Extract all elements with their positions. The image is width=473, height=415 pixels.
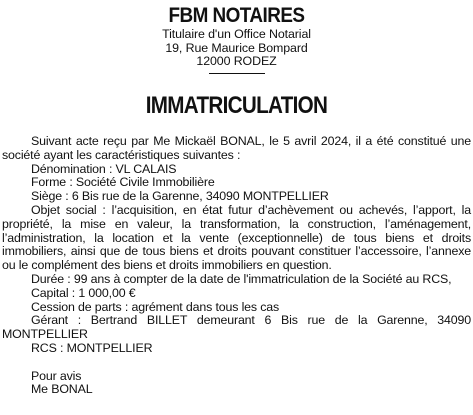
notice-body <box>2 135 471 397</box>
blank-line <box>2 356 471 370</box>
gerant-paragraph: Gérant : Bertrand BILLET demeurant 6 Bis rue de la Garenne, 34090 MONTPELLIER <box>2 313 471 342</box>
header-divider <box>209 73 265 74</box>
siege-line: Siège : 6 Bis rue de la Garenne, 34090 MONTPELLIER <box>31 189 329 204</box>
objet-paragraph: Objet social : l’acquisition, en état futur d’achèvement ou achevés, l’apport, la propriété, la mise en valeur, la transformation, la construction, l’aménagement, l’administration, la location et la vente (exceptionnelle) de tous biens et droits immobiliers, ainsi que de tous biens et droits pouvant constituer l’accessoire, l’annexe ou le complément des biens et droits immobiliers en question. <box>2 202 471 273</box>
intro-paragraph: Suivant acte reçu par Me Mickaël BONAL, le 5 avril 2024, il a été constitué une société ayant les caractéristiques suivantes : <box>2 134 471 162</box>
notary-header <box>0 4 473 74</box>
firm-name: FBM NOTAIRES <box>168 4 305 27</box>
notice-headline: IMMATRICULATION <box>145 92 328 119</box>
denomination-line: Dénomination : VL CALAIS <box>31 161 177 176</box>
capital-line: Capital : 1 000,00 € <box>31 285 136 300</box>
closing-line: Pour avis <box>31 368 82 383</box>
office-title: Titulaire d'un Office Notarial <box>162 27 311 41</box>
forme-line: Forme : Société Civile Immobilière <box>31 175 215 190</box>
office-city: 12000 RODEZ <box>196 54 277 69</box>
duree-line: Durée : 99 ans à compter de la date de l'immatriculation de la Société au RCS, <box>31 271 452 286</box>
signature-line: Me BONAL <box>31 382 93 397</box>
cession-line: Cession de parts : agrément dans tous les cas <box>31 299 280 314</box>
office-street: 19, Rue Maurice Bompard <box>165 40 308 55</box>
rcs-line: RCS : MONTPELLIER <box>31 340 153 355</box>
